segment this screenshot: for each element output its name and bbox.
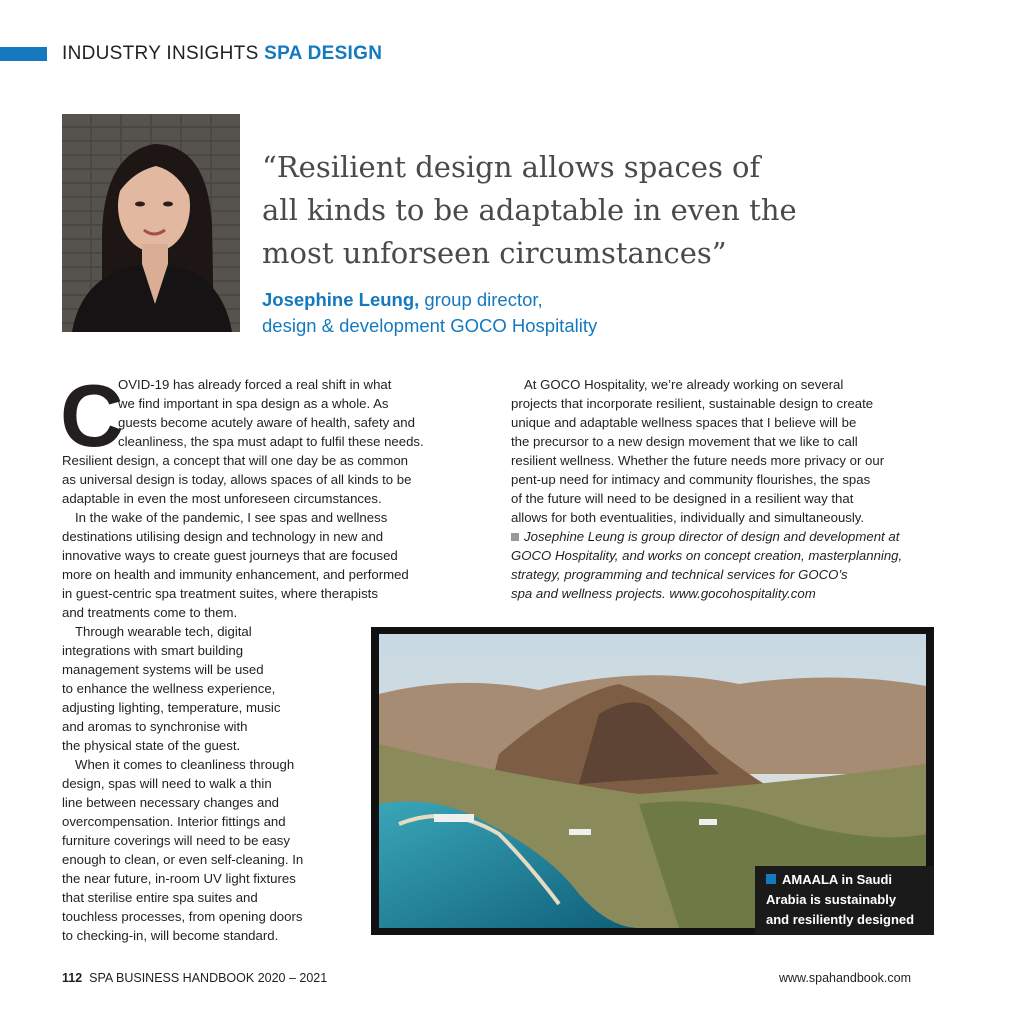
body-line: and treatments come to them.: [62, 605, 238, 620]
bio-line: GOCO Hospitality, and works on concept creation, masterplanning,: [511, 548, 903, 563]
body-line: pent-up need for intimacy and community flourishes, the spas: [511, 472, 871, 487]
body-line: the precursor to a new design movement that we like to call: [511, 434, 858, 449]
author-role: group director,: [419, 289, 543, 310]
body-line: guests become acutely aware of health, safety and: [118, 415, 415, 430]
pull-quote: [262, 146, 822, 275]
body-line: Through wearable tech, digital: [75, 624, 252, 639]
body-line: in guest-centric spa treatment suites, where therapists: [62, 586, 378, 601]
section-topic: SPA DESIGN: [264, 43, 383, 64]
body-line: At GOCO Hospitality, we’re already working on several: [524, 377, 844, 392]
bio-line: spa and wellness projects. www.gocohospitality.com: [511, 586, 816, 601]
body-line: overcompensation. Interior fittings and: [62, 814, 286, 829]
byline: [262, 287, 597, 339]
body-line: destinations utilising design and technology in new and: [62, 529, 384, 544]
section-accent-bar: [0, 47, 47, 61]
body-line: adjusting lighting, temperature, music: [62, 700, 281, 715]
footer-folio: [62, 971, 327, 985]
body-line: enough to clean, or even self-cleaning. In: [62, 852, 304, 867]
body-line: design, spas will need to walk a thin: [62, 776, 272, 791]
body-line: innovative ways to create guest journeys that are focused: [62, 548, 398, 563]
body-line: management systems will be used: [62, 662, 264, 677]
caption-line: Arabia is sustainably: [766, 892, 897, 907]
caption-line: AMAALA in Saudi: [782, 872, 893, 887]
section-header: [62, 43, 382, 65]
section-kicker: INDUSTRY INSIGHTS: [62, 43, 259, 64]
body-line: touchless processes, from opening doors: [62, 909, 303, 924]
bio-line: strategy, programming and technical services for GOCO’s: [511, 567, 848, 582]
left-column: [62, 375, 424, 945]
body-line: to checking-in, will become standard.: [62, 928, 279, 943]
body-line: that sterilise entire spa suites and: [62, 890, 258, 905]
body-line: allows for both eventualities, individually and simultaneously.: [511, 510, 865, 525]
author-role-line: design & development GOCO Hospitality: [262, 315, 598, 336]
bio-marker: [511, 533, 519, 541]
body-line: the physical state of the guest.: [62, 738, 241, 753]
body-line: integrations with smart building: [62, 643, 244, 658]
bio-line: [511, 527, 902, 546]
body-line: the near future, in-room UV light fixtures: [62, 871, 296, 886]
body-line: In the wake of the pandemic, I see spas and wellness: [75, 510, 388, 525]
caption-marker: [766, 874, 776, 884]
body-line: unique and adaptable wellness spaces that I believe will be: [511, 415, 857, 430]
author-portrait: [62, 114, 240, 332]
body-line: adaptable in even the most unforeseen circumstances.: [62, 491, 382, 506]
author-name: Josephine Leung,: [262, 289, 420, 310]
body-line: line between necessary changes and: [62, 795, 280, 810]
right-column: [511, 375, 902, 603]
body-line: as universal design is today, allows spaces of all kinds to be: [62, 472, 412, 487]
body-line: of the future will need to be designed in a resilient way that: [511, 491, 854, 506]
body-line: When it comes to cleanliness through: [75, 757, 295, 772]
pull-quote-line: “Resilient design allows spaces of: [262, 150, 761, 184]
body-line: and aromas to synchronise with: [62, 719, 248, 734]
pull-quote-line: all kinds to be adaptable in even the: [262, 193, 797, 227]
footer-url[interactable]: www.spahandbook.com: [779, 971, 912, 985]
body-line: OVID-19 has already forced a real shift in what: [118, 377, 392, 392]
photo-caption: [766, 870, 914, 930]
bio-text: Josephine Leung is group director of design and development at: [524, 529, 900, 544]
drop-cap: C: [60, 366, 124, 465]
body-line: to enhance the wellness experience,: [62, 681, 276, 696]
body-line: furniture coverings will need to be easy: [62, 833, 290, 848]
caption-line: and resiliently designed: [766, 912, 915, 927]
publication-name: SPA BUSINESS HANDBOOK 2020 – 2021: [89, 971, 328, 985]
body-line: more on health and immunity enhancement, and performed: [62, 567, 409, 582]
body-line: projects that incorporate resilient, sustainable design to create: [511, 396, 874, 411]
body-line: we find important in spa design as a whole. As: [118, 396, 389, 411]
body-line: cleanliness, the spa must adapt to fulfil these needs.: [118, 434, 424, 449]
pull-quote-line: most unforseen circumstances”: [262, 236, 727, 270]
body-line: Resilient design, a concept that will one day be as common: [62, 453, 408, 468]
page-number: 112: [62, 971, 83, 985]
body-line: resilient wellness. Whether the future needs more privacy or our: [511, 453, 885, 468]
